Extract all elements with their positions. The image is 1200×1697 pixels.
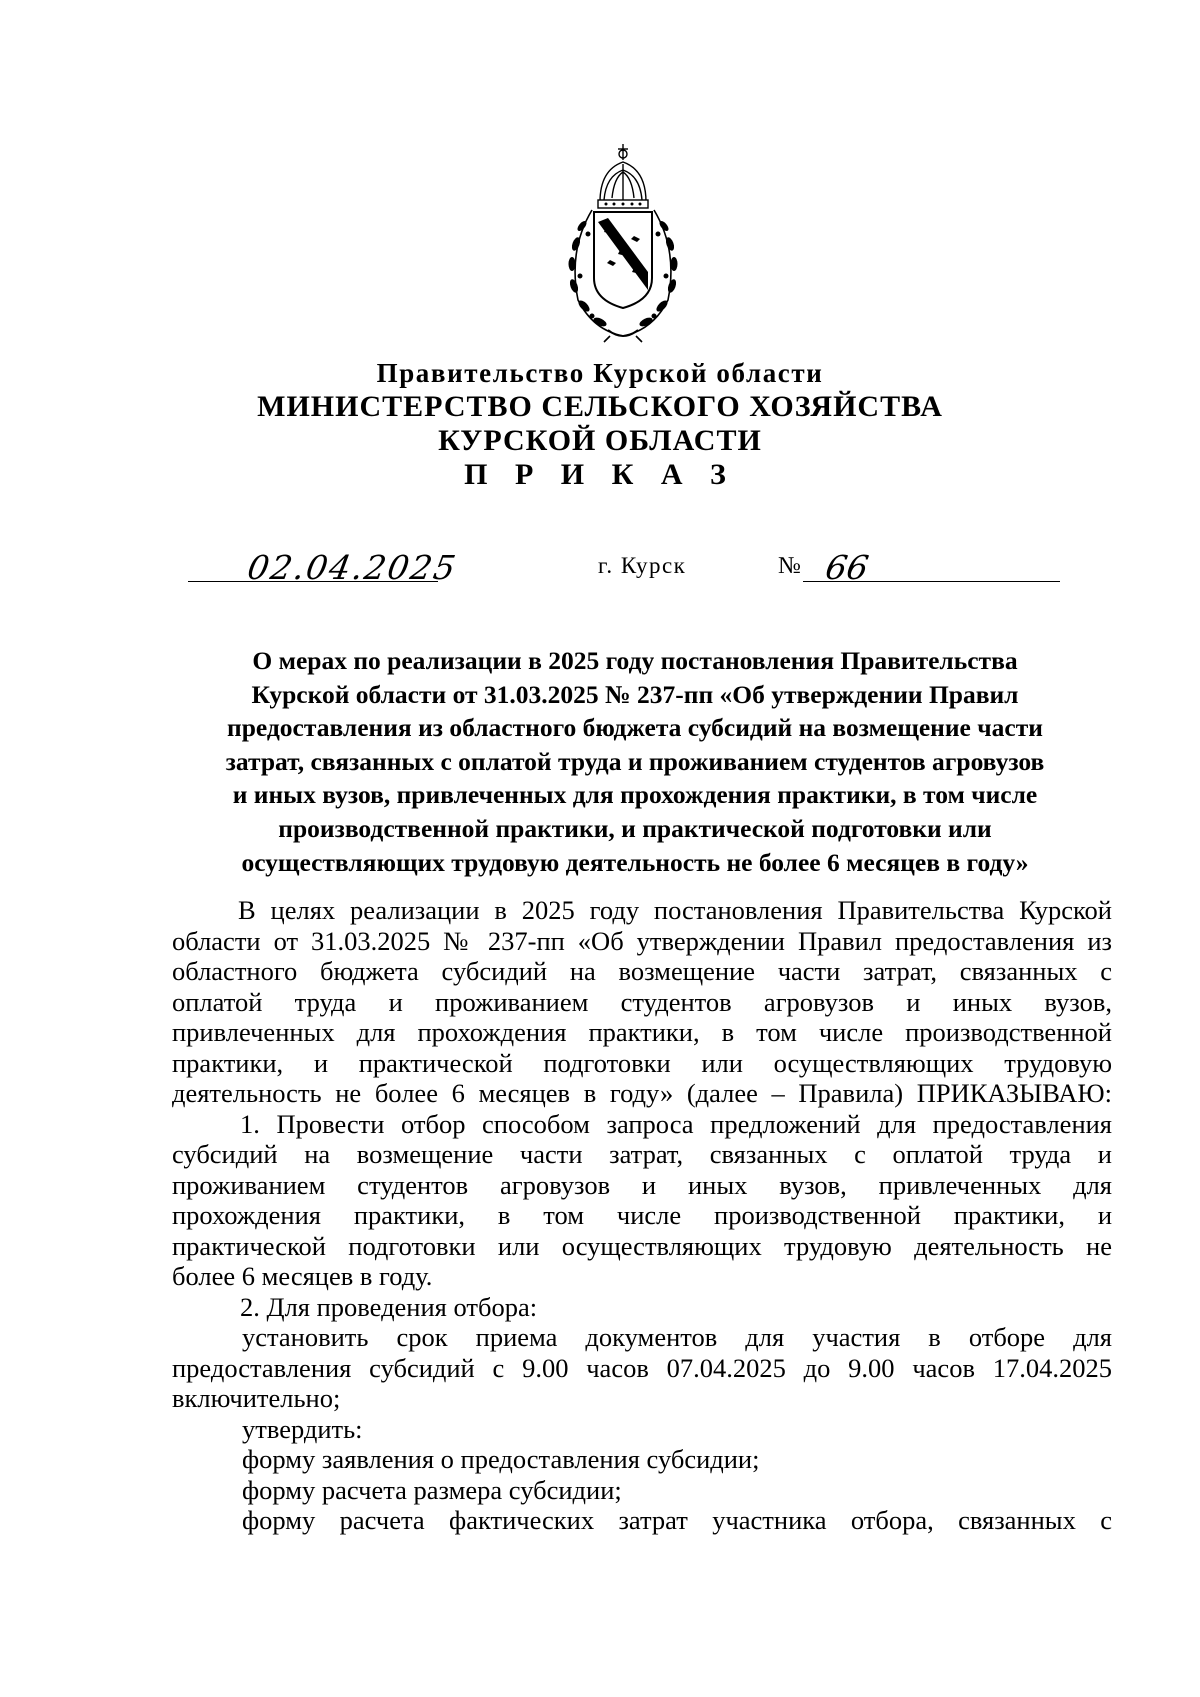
title-line: и иных вузов, привлеченных для прохождения практики, в том числе — [232, 780, 1038, 810]
body-line: более 6 месяцев в году. — [172, 1261, 433, 1291]
body-line: включительно; — [172, 1383, 341, 1413]
body-line: практики, и практической подготовки или осуществляющих трудовую — [172, 1047, 1112, 1078]
handwritten-number: 66 — [822, 548, 872, 587]
body-line: субсидий на возмещение части затрат, связанных с оплатой труда и — [172, 1139, 1112, 1169]
body-line: форму расчета размера субсидии; — [242, 1474, 622, 1505]
order-title — [165, 644, 1105, 879]
title-line: предоставления из областного бюджета субсидий на возмещение части — [227, 713, 1043, 743]
ministry-name-line2: КУРСКОЙ ОБЛАСТИ — [438, 424, 762, 457]
body-line: прохождения практики, в том числе производственной практики, и — [172, 1200, 1112, 1230]
title-line: производственной практики, и практической подготовки или — [278, 813, 992, 843]
body-line: деятельность не более 6 месяцев в году» (далее – Правила) ПРИКАЗЫВАЮ: — [172, 1078, 1112, 1108]
body-line: утвердить: — [242, 1413, 363, 1444]
body-line: проживанием студентов агровузов и иных вузов, привлеченных для — [172, 1169, 1112, 1200]
title-line: затрат, связанных с оплатой труда и проживанием студентов агровузов — [225, 746, 1045, 776]
document-type: П Р И К А З — [464, 458, 736, 491]
body-line: привлеченных для прохождения практики, в том числе производственной — [172, 1017, 1112, 1047]
government-name: Правительство Курской области — [376, 358, 824, 388]
title-line: Курской области от 31.03.2025 № 237-пп «Об утверждении Правил — [251, 679, 1019, 709]
body-line: В целях реализации в 2025 году постановления Правительства Курской — [238, 895, 1112, 925]
title-line: О мерах по реализации в 2025 году постановления Правительства — [252, 646, 1018, 675]
body-line: практической подготовки или осуществляющих трудовую деятельность не — [172, 1230, 1112, 1261]
body-line: 2. Для проведения отбора: — [240, 1291, 538, 1322]
body-line: оплатой труда и проживанием студентов агровузов и иных вузов, — [172, 986, 1112, 1017]
body-line: установить срок приема документов для участия в отборе для — [242, 1322, 1112, 1352]
ministry-name-line1: МИНИСТЕРСТВО СЕЛЬСКОГО ХОЗЯЙСТВА — [257, 390, 943, 423]
handwritten-date: 02.04.2025 — [244, 548, 461, 587]
body-line: форму расчета фактических затрат участника отбора, связанных с — [242, 1505, 1112, 1535]
number-label: № — [778, 553, 801, 579]
title-line: осуществляющих трудовую деятельность не более 6 месяцев в году» — [241, 847, 1029, 877]
order-body — [172, 895, 1112, 1536]
city: г. Курск — [598, 553, 687, 578]
body-line: 1. Провести отбор способом запроса предложений для предоставления — [240, 1108, 1112, 1139]
coat-of-arms-emblem — [548, 140, 698, 345]
body-line: областного бюджета субсидий на возмещение части затрат, связанных с — [172, 956, 1112, 986]
body-line: предоставления субсидий с 9.00 часов 07.04.2025 до 9.00 часов 17.04.2025 — [172, 1352, 1112, 1383]
body-line: области от 31.03.2025 № 237-пп «Об утверждении Правил предоставления из — [172, 925, 1112, 956]
body-line: форму заявления о предоставления субсидии; — [242, 1444, 760, 1474]
